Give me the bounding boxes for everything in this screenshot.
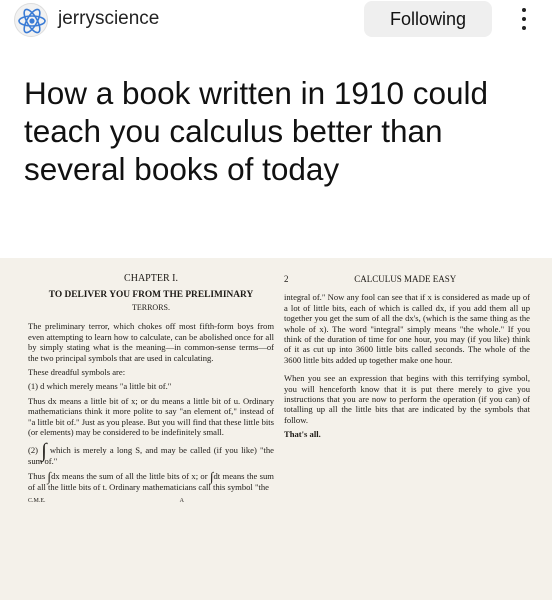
integral-symbol-icon: ∫ bbox=[209, 468, 214, 484]
integral-symbol-icon: ∫ bbox=[47, 468, 52, 484]
username[interactable]: jerryscience bbox=[58, 8, 160, 29]
book-page-image bbox=[0, 258, 552, 600]
signature-mark: C.M.E. bbox=[28, 498, 46, 505]
following-button[interactable]: Following bbox=[364, 1, 492, 37]
book-paragraph-integral bbox=[28, 440, 274, 467]
book-right-column bbox=[284, 268, 530, 444]
section-heading: TO DELIVER YOU FROM THE PRELIMINARY bbox=[48, 290, 254, 301]
atom-icon bbox=[15, 4, 48, 37]
book-paragraph: The preliminary terror, which chokes off most fifth-form boys from even attempting to learn how to calculate, can be abolished once for all by simply stating what is the meaning—in common-sense terms—of the two principal symbols that are used in calculating. bbox=[28, 321, 274, 363]
text-fragment: dx means the sum of all the little bits of x; or bbox=[51, 470, 208, 481]
text-fragment: Thus bbox=[28, 470, 46, 481]
page-number: 2 bbox=[284, 274, 289, 284]
integral-symbol-icon: ∫ bbox=[41, 440, 47, 463]
book-paragraph: When you see an expression that begins with this terrifying symbol, you will henceforth know that it is put there merely to give you instructions that you are now to perform the operation (if you can) of totalling up all the little bits that are indicated by the symbols that follow. bbox=[284, 373, 530, 425]
page-signature bbox=[28, 496, 274, 506]
post-title: How a book written in 1910 could teach you calculus better than several books of today bbox=[24, 75, 489, 187]
book-paragraph: integral of." Now any fool can see that if x is considered as made up of a lot of little bits, each of which is called dx, if you add them all up together you get the sum of all the dx's, (which is the same thing as the whole of x). The word "integral" simply means "the whole." If you think of the duration of time for one hour, you may (if you like) think of it as cut up into 3600 little bits called seconds. The whole of the 3600 little bits added up together make one hour. bbox=[284, 292, 530, 365]
text-fragment: dt means the sum of all the little bits of t. Ordinary mathematicians call this symbol "the bbox=[28, 470, 274, 493]
running-head bbox=[284, 274, 530, 284]
book-paragraph: (1) d which merely means "a little bit of." bbox=[28, 381, 172, 392]
signature-letter: A bbox=[179, 498, 184, 505]
running-head-title: CALCULUS MADE EASY bbox=[354, 274, 457, 284]
profile-avatar[interactable] bbox=[14, 3, 48, 37]
book-paragraph: These dreadful symbols are: bbox=[28, 366, 126, 377]
post-header bbox=[0, 0, 552, 42]
item-text: which is merely a long S, and may be called (if you like) "the sum of." bbox=[28, 445, 274, 467]
chapter-heading: CHAPTER I. bbox=[124, 273, 178, 284]
book-paragraph-closing: That's all. bbox=[284, 429, 321, 440]
item-number: (2) bbox=[28, 445, 39, 456]
section-heading-line2: TERRORS. bbox=[131, 302, 170, 312]
book-left-column bbox=[28, 268, 274, 507]
book-paragraph: Thus dx means a little bit of x; or du means a little bit of u. Ordinary mathematicians think it more polite to say "an element of," instead of "a little bit of." Just as you please. But you will find that these little bits (or elements) may be considered to be indefinitely small. bbox=[28, 395, 274, 437]
more-vertical-icon[interactable] bbox=[512, 5, 536, 33]
book-paragraph bbox=[28, 468, 274, 493]
